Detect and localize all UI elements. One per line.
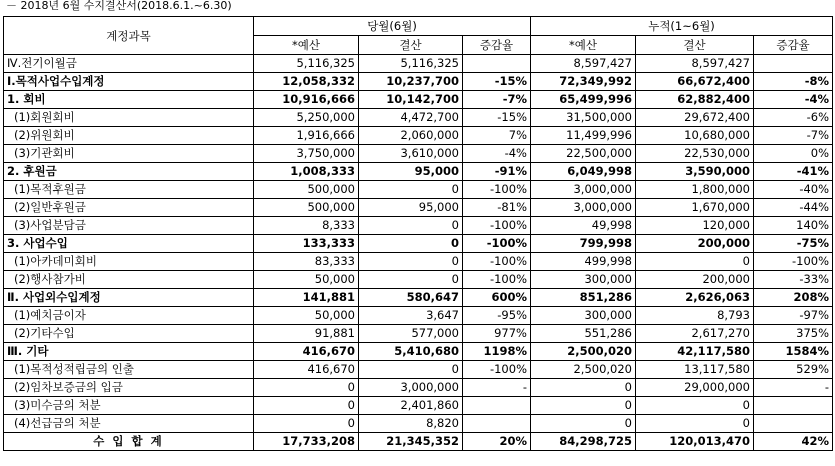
change-cum-cell: 1584% [754,343,833,361]
actual-cum-cell: 120,000 [636,217,754,235]
budget-cum-cell: 2,500,020 [531,343,636,361]
table-row [4,433,833,451]
table-row [4,397,833,415]
change-month-cell: -100% [463,253,531,271]
change-month-cell: -7% [463,91,531,109]
budget-cum-cell: 6,049,998 [531,163,636,181]
header-actual-cum: 결산 [636,36,754,55]
table-row [4,109,833,127]
change-month-cell: 600% [463,289,531,307]
account-name-cell: (1)회원회비 [4,109,254,127]
budget-cum-cell: 799,998 [531,235,636,253]
actual-month-cell: 0 [359,181,463,199]
budget-month-cell: 12,058,332 [254,73,359,91]
budget-cum-cell: 0 [531,397,636,415]
account-name-cell: Ⅱ. 사업외수입계정 [4,289,254,307]
account-name-cell: (2)행사참가비 [4,271,254,289]
actual-cum-cell: 120,013,470 [636,433,754,451]
actual-month-cell: 3,647 [359,307,463,325]
actual-month-cell: 3,000,000 [359,379,463,397]
change-cum-cell: -6% [754,109,833,127]
account-name-cell: (3)기관회비 [4,145,254,163]
table-row [4,73,833,91]
change-cum-cell: 529% [754,361,833,379]
budget-cum-cell: 3,000,000 [531,199,636,217]
change-cum-cell: -8% [754,73,833,91]
account-name-cell: 1. 회비 [4,91,254,109]
actual-month-cell: 21,345,352 [359,433,463,451]
budget-month-cell: 91,881 [254,325,359,343]
actual-cum-cell: 1,800,000 [636,181,754,199]
budget-cum-cell: 65,499,996 [531,91,636,109]
change-month-cell: 977% [463,325,531,343]
change-cum-cell: 140% [754,217,833,235]
actual-cum-cell: 29,000,000 [636,379,754,397]
actual-cum-cell: 2,617,270 [636,325,754,343]
change-month-cell [463,415,531,433]
budget-month-cell: 0 [254,397,359,415]
account-name-cell: (3)사업분담금 [4,217,254,235]
account-name-cell: Ⅳ.전기이월금 [4,55,254,73]
actual-cum-cell: 8,793 [636,307,754,325]
budget-month-cell: 8,333 [254,217,359,235]
table-row [4,235,833,253]
header-budget-cum: *예산 [531,36,636,55]
account-name-cell: (4)선급금의 처분 [4,415,254,433]
actual-cum-cell: 62,882,400 [636,91,754,109]
budget-cum-cell: 2,500,020 [531,361,636,379]
actual-cum-cell: 42,117,580 [636,343,754,361]
table-row [4,415,833,433]
actual-month-cell: 0 [359,271,463,289]
budget-month-cell: 416,670 [254,361,359,379]
budget-month-cell: 0 [254,415,359,433]
actual-month-cell: 10,142,700 [359,91,463,109]
header-actual-month: 결산 [359,36,463,55]
actual-cum-cell: 2,626,063 [636,289,754,307]
actual-cum-cell: 0 [636,253,754,271]
actual-month-cell: 3,610,000 [359,145,463,163]
change-month-cell [463,55,531,73]
budget-cum-cell: 300,000 [531,307,636,325]
table-row [4,343,833,361]
budget-cum-cell: 851,286 [531,289,636,307]
budget-cum-cell: 551,286 [531,325,636,343]
actual-cum-cell: 10,680,000 [636,127,754,145]
account-name-cell: Ⅰ.목적사업수입계정 [4,73,254,91]
actual-month-cell: 8,820 [359,415,463,433]
actual-cum-cell: 22,530,000 [636,145,754,163]
account-name-cell: (3)미수금의 처분 [4,397,254,415]
header-row-top [4,17,833,36]
change-month-cell: -95% [463,307,531,325]
header-change-month: 증감율 [463,36,531,55]
header-cumulative: 누적(1~6월) [531,17,833,36]
budget-cum-cell: 22,500,000 [531,145,636,163]
actual-cum-cell: 1,670,000 [636,199,754,217]
change-month-cell: -100% [463,235,531,253]
header-change-cum: 증감율 [754,36,833,55]
change-month-cell: -100% [463,361,531,379]
budget-cum-cell: 84,298,725 [531,433,636,451]
actual-month-cell: 580,647 [359,289,463,307]
budget-month-cell: 50,000 [254,271,359,289]
change-cum-cell [754,415,833,433]
budget-cum-cell: 8,597,427 [531,55,636,73]
change-cum-cell: -7% [754,127,833,145]
account-name-cell: (2)기타수입 [4,325,254,343]
budget-cum-cell: 31,500,000 [531,109,636,127]
change-month-cell: -100% [463,181,531,199]
account-name-cell: (1)예치금이자 [4,307,254,325]
change-cum-cell: -4% [754,91,833,109]
table-row [4,253,833,271]
actual-cum-cell: 66,672,400 [636,73,754,91]
actual-month-cell: 0 [359,361,463,379]
change-cum-cell: -40% [754,181,833,199]
table-row [4,55,833,73]
actual-cum-cell: 200,000 [636,235,754,253]
change-cum-cell: - [754,379,833,397]
table-row [4,163,833,181]
actual-month-cell: 0 [359,253,463,271]
table-row [4,361,833,379]
account-name-cell: (2)임차보증금의 입금 [4,379,254,397]
actual-month-cell: 5,410,680 [359,343,463,361]
table-row [4,307,833,325]
change-cum-cell [754,55,833,73]
change-month-cell: -81% [463,199,531,217]
table-row [4,271,833,289]
budget-cum-cell: 72,349,992 [531,73,636,91]
change-month-cell: -100% [463,217,531,235]
budget-month-cell: 500,000 [254,181,359,199]
actual-month-cell: 95,000 [359,199,463,217]
table-row [4,127,833,145]
header-budget-month: *예산 [254,36,359,55]
budget-cum-cell: 0 [531,379,636,397]
actual-month-cell: 10,237,700 [359,73,463,91]
change-month-cell: - [463,379,531,397]
actual-cum-cell: 8,597,427 [636,55,754,73]
actual-month-cell: 0 [359,235,463,253]
actual-cum-cell: 29,672,400 [636,109,754,127]
change-month-cell: 7% [463,127,531,145]
change-cum-cell: -97% [754,307,833,325]
actual-month-cell: 577,000 [359,325,463,343]
budget-month-cell: 10,916,666 [254,91,359,109]
budget-month-cell: 416,670 [254,343,359,361]
account-name-cell: Ⅲ. 기타 [4,343,254,361]
budget-month-cell: 17,733,208 [254,433,359,451]
actual-month-cell: 2,060,000 [359,127,463,145]
budget-month-cell: 500,000 [254,199,359,217]
budget-cum-cell: 0 [531,415,636,433]
account-name-cell: (2)일반후원금 [4,199,254,217]
account-name-cell: (2)위원회비 [4,127,254,145]
change-cum-cell [754,397,833,415]
table-row [4,325,833,343]
budget-month-cell: 3,750,000 [254,145,359,163]
change-month-cell: 20% [463,433,531,451]
budget-month-cell: 5,116,325 [254,55,359,73]
budget-cum-cell: 300,000 [531,271,636,289]
actual-cum-cell: 13,117,580 [636,361,754,379]
actual-cum-cell: 3,590,000 [636,163,754,181]
budget-month-cell: 1,008,333 [254,163,359,181]
account-name-cell: (1)목적후원금 [4,181,254,199]
actual-cum-cell: 0 [636,397,754,415]
change-month-cell: -4% [463,145,531,163]
change-cum-cell: -75% [754,235,833,253]
change-cum-cell: 0% [754,145,833,163]
actual-month-cell: 0 [359,217,463,235]
budget-month-cell: 141,881 [254,289,359,307]
actual-cum-cell: 200,000 [636,271,754,289]
table-row [4,91,833,109]
table-row [4,289,833,307]
document-title: － 2018년 6월 수지결산서(2018.6.1.~6.30) [6,0,232,12]
change-month-cell: -15% [463,109,531,127]
account-name-cell: (1)목적성적립금의 인출 [4,361,254,379]
actual-month-cell: 5,116,325 [359,55,463,73]
change-cum-cell: 375% [754,325,833,343]
actual-month-cell: 95,000 [359,163,463,181]
change-month-cell: -100% [463,271,531,289]
budget-cum-cell: 3,000,000 [531,181,636,199]
income-statement-table [3,16,833,451]
actual-month-cell: 4,472,700 [359,109,463,127]
budget-cum-cell: 49,998 [531,217,636,235]
budget-month-cell: 5,250,000 [254,109,359,127]
change-month-cell [463,397,531,415]
budget-month-cell: 83,333 [254,253,359,271]
account-name-cell: 3. 사업수입 [4,235,254,253]
change-cum-cell: -33% [754,271,833,289]
actual-month-cell: 2,401,860 [359,397,463,415]
budget-month-cell: 1,916,666 [254,127,359,145]
change-month-cell: 1198% [463,343,531,361]
change-cum-cell: 208% [754,289,833,307]
change-cum-cell: -100% [754,253,833,271]
table-row [4,199,833,217]
change-cum-cell: -44% [754,199,833,217]
header-account: 계정과목 [4,17,254,55]
budget-cum-cell: 11,499,996 [531,127,636,145]
change-cum-cell: 42% [754,433,833,451]
table-row [4,145,833,163]
budget-cum-cell: 499,998 [531,253,636,271]
budget-month-cell: 0 [254,379,359,397]
budget-month-cell: 50,000 [254,307,359,325]
change-cum-cell: -41% [754,163,833,181]
account-name-cell: 수 입 합 계 [4,433,254,451]
account-name-cell: (1)아카데미회비 [4,253,254,271]
change-month-cell: -15% [463,73,531,91]
table-row [4,379,833,397]
change-month-cell: -91% [463,163,531,181]
budget-month-cell: 133,333 [254,235,359,253]
account-name-cell: 2. 후원금 [4,163,254,181]
table-row [4,217,833,235]
header-month: 당월(6월) [254,17,531,36]
actual-cum-cell: 0 [636,415,754,433]
table-row [4,181,833,199]
